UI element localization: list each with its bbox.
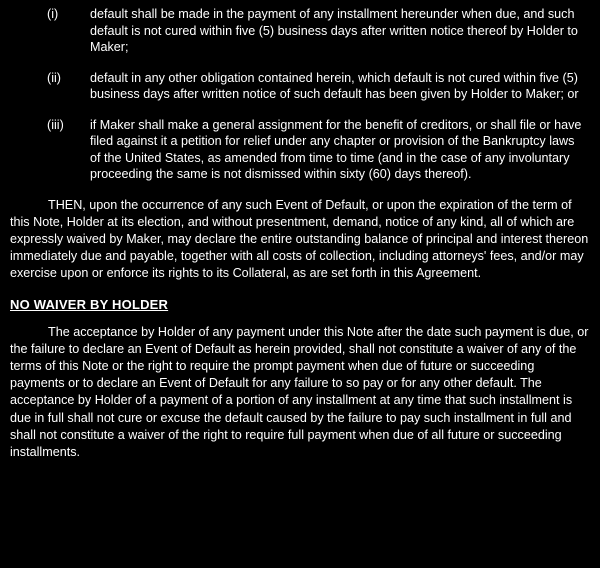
clause-number: (i)	[47, 7, 59, 21]
clause-text: default in any other obligation contained herein, which default is not cured within five (5) business days after written notice of such default has been given by Holder to Maker; or	[90, 70, 579, 101]
waiver-paragraph: The acceptance by Holder of any payment under this Note after the date such payment is due, or the failure to declare an Event of Default as herein provided, shall not constitute a waiver of any of the terms of this Note or the right to require the prompt payment when due of future or succeeding payments or to declare an Event of Default for any failure to so pay or for any other default. The acceptance by Holder of a payment of a portion of any installment at any time that such installment is due in full shall not cure or excuse the default caused by the failure to pay such installment in full and shall not constitute a waiver of the right to require full payment when due of all future or succeeding installments.	[10, 324, 589, 459]
then-paragraph: THEN, upon the occurrence of any such Event of Default, or upon the expiration of the term of this Note, Holder at its election, and without presentment, demand, notice of any kind, all of which are expressly waived by Maker, may declare the entire outstanding balance of principal and interest thereon immediately due and payable, together with all costs of collection, including attorneys' fees, and/or may exercise upon or enforce its rights to its Collateral, as are set forth in this Agreement.	[10, 197, 589, 281]
clause-text: if Maker shall make a general assignment for the benefit of creditors, or shall file or have filed against it a petition for relief under any chapter or provision of the Bankruptcy laws of the United States, as amended from time to time (and in the case of any involuntary proceeding the same is not dismissed within sixty (60) days thereof).	[90, 117, 582, 181]
default-clause-2	[10, 70, 590, 103]
clause-text: default shall be made in the payment of any installment hereunder when due, and such default is not cured within five (5) business days after written notice thereof by Holder to Maker;	[90, 7, 578, 54]
default-clause-3	[10, 117, 590, 183]
clause-number: (iii)	[47, 117, 64, 132]
clause-number: (ii)	[47, 70, 61, 85]
default-clause-1	[10, 6, 590, 56]
section-heading: NO WAIVER BY HOLDER	[10, 296, 169, 312]
